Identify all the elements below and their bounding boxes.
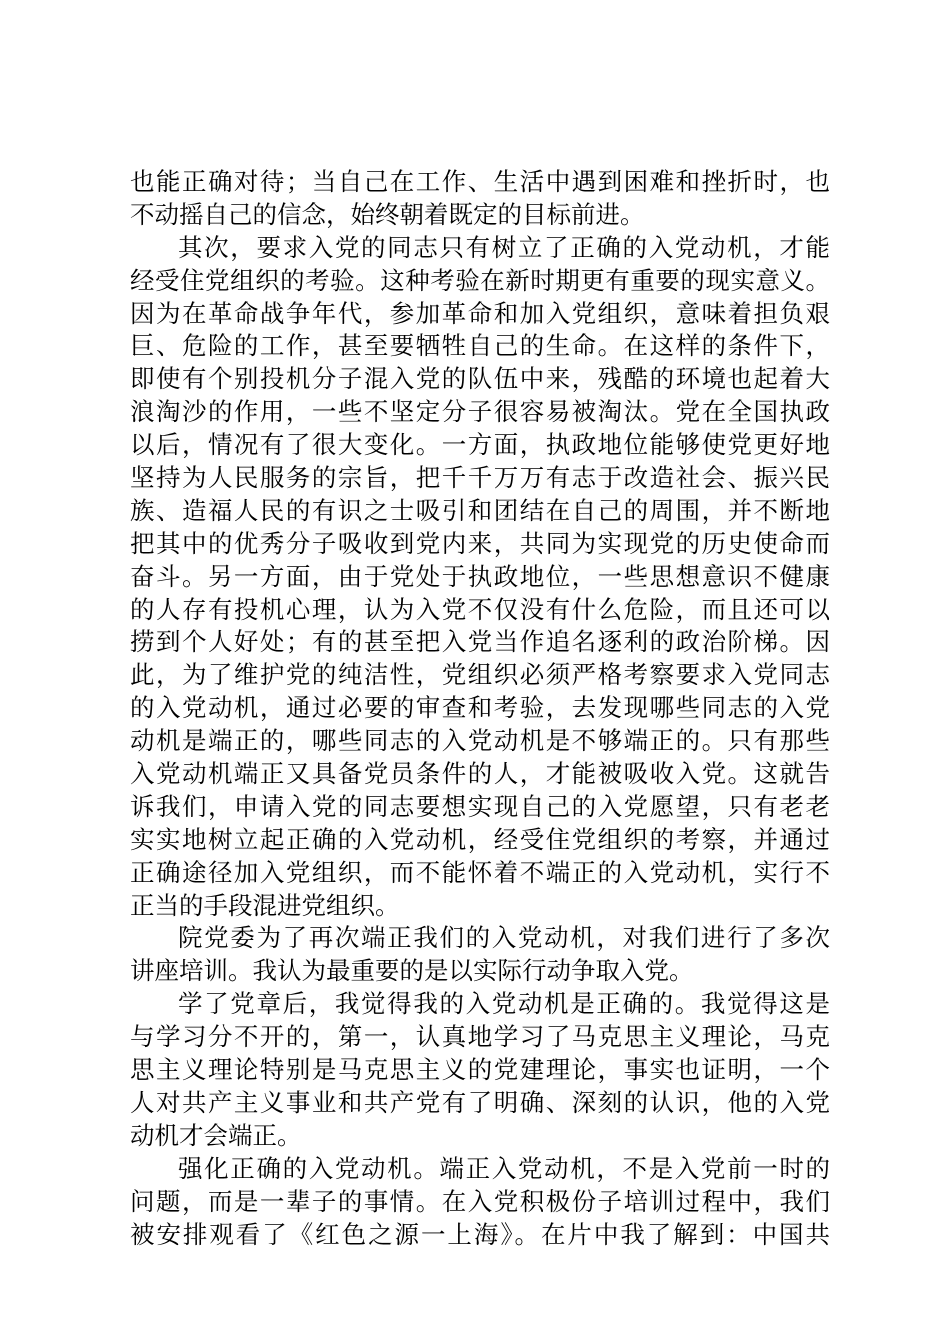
text-line: 也能正确对待；当自己在工作、生活中遇到困难和挫折时，也 bbox=[130, 167, 832, 196]
text-line: 的人存有投机心理，认为入党不仅没有什么危险，而且还可以 bbox=[130, 594, 832, 624]
text-line: 正当的手段混进党组织。 bbox=[130, 890, 400, 920]
paragraph-first-line: 强化正确的入党动机。端正入党动机，不是入党前一时的 bbox=[178, 1153, 832, 1183]
text-line: 动机是端正的，哪些同志的入党动机是不够端正的。只有那些 bbox=[130, 726, 832, 756]
text-line: 即使有个别投机分子混入党的队伍中来，残酷的环境也起着大 bbox=[130, 364, 832, 394]
text-line: 因为在革命战争年代，参加革命和加入党组织，意味着担负艰 bbox=[130, 298, 832, 328]
text-line: 与学习分不开的，第一，认真地学习了马克思主义理论，马克 bbox=[130, 1022, 832, 1052]
text-line: 巨、危险的工作，甚至要牺牲自己的生命。在这样的条件下， bbox=[130, 331, 832, 361]
text-line: 问题，而是一辈子的事情。在入党积极份子培训过程中，我们 bbox=[130, 1186, 832, 1216]
text-line: 人对共产主义事业和共产党有了明确、深刻的认识，他的入党 bbox=[130, 1087, 832, 1117]
text-line: 被安排观看了《红色之源一上海》。在片中我了解到：中国共 bbox=[130, 1219, 832, 1249]
text-line: 此，为了维护党的纯洁性，党组织必须严格考察要求入党同志 bbox=[130, 660, 832, 690]
document-body bbox=[130, 166, 830, 1251]
text-line: 捞到个人好处；有的甚至把入党当作追名逐利的政治阶梯。因 bbox=[130, 627, 832, 657]
text-line: 不动摇自己的信念，始终朝着既定的目标前进。 bbox=[130, 199, 645, 229]
text-line: 奋斗。另一方面，由于党处于执政地位，一些思想意识不健康 bbox=[130, 561, 832, 591]
text-line: 讲座培训。我认为最重要的是以实际行动争取入党。 bbox=[130, 956, 694, 986]
paragraph-first-line: 其次，要求入党的同志只有树立了正确的入党动机，才能 bbox=[178, 232, 832, 262]
text-line: 实实地树立起正确的入党动机，经受住党组织的考察，并通过 bbox=[130, 824, 832, 854]
paragraph-first-line: 院党委为了再次端正我们的入党动机，对我们进行了多次 bbox=[178, 923, 832, 953]
text-line: 诉我们，申请入党的同志要想实现自己的入党愿望，只有老老 bbox=[130, 791, 832, 821]
text-line: 动机才会端正。 bbox=[130, 1120, 302, 1150]
text-line: 浪淘沙的作用，一些不坚定分子很容易被淘汰。党在全国执政 bbox=[130, 397, 832, 427]
text-line: 的入党动机，通过必要的审查和考验，去发现哪些同志的入党 bbox=[130, 693, 832, 723]
text-line: 经受住党组织的考验。这种考验在新时期更有重要的现实意义。 bbox=[130, 265, 831, 295]
text-line: 入党动机端正又具备党员条件的人，才能被吸收入党。这就告 bbox=[130, 759, 832, 789]
text-line: 把其中的优秀分子吸收到党内来，共同为实现党的历史使命而 bbox=[130, 528, 832, 558]
text-line: 思主义理论特别是马克思主义的党建理论，事实也证明，一个 bbox=[130, 1055, 832, 1085]
text-line: 以后，情况有了很大变化。一方面，执政地位能够使党更好地 bbox=[130, 430, 832, 460]
paragraph-first-line: 学了党章后，我觉得我的入党动机是正确的。我觉得这是 bbox=[178, 989, 832, 1019]
text-line: 坚持为人民服务的宗旨，把千千万万有志于改造社会、振兴民 bbox=[130, 463, 832, 493]
text-line: 族、造福人民的有识之士吸引和团结在自己的周围，并不断地 bbox=[130, 495, 832, 525]
text-line: 正确途径加入党组织，而不能怀着不端正的入党动机，实行不 bbox=[130, 857, 832, 887]
